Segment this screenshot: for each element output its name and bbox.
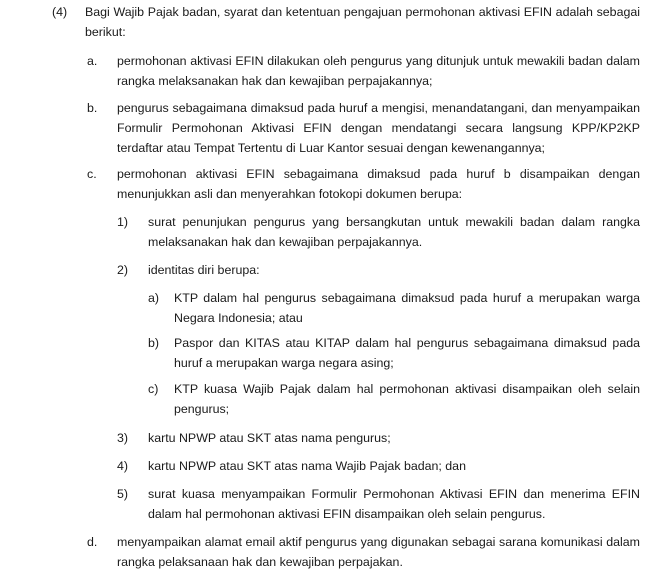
sub-item-text: identitas diri berupa: — [148, 263, 260, 277]
sub-sub-item-marker: a) — [148, 291, 160, 305]
item-text: permohonan aktivasi EFIN dilakukan oleh pengurus yang ditunjuk untuk mewakili badan dalam rangka melaksanakan hak dan kewajiban perpajakannya; — [117, 54, 640, 88]
sub-sub-item-a — [148, 288, 640, 328]
section-intro: Bagi Wajib Pajak badan, syarat dan ketentuan pengajuan permohonan aktivasi EFIN adalah sebagai berikut: — [85, 5, 640, 39]
sub-item-marker: 2) — [117, 263, 129, 277]
list-item-a — [87, 51, 640, 91]
sub-sub-item-text: KTP kuasa Wajib Pajak dalam hal permohonan aktivasi disampaikan oleh selain pengurus; — [174, 382, 640, 416]
sub-sub-item-b — [148, 333, 640, 373]
sub-sub-item-c — [148, 379, 640, 419]
sub-item-marker: 4) — [117, 459, 129, 473]
sub-sub-item-marker: c) — [148, 382, 159, 396]
section-number: (4) — [52, 5, 68, 19]
sub-item-text: surat kuasa menyampaikan Formulir Permohonan Aktivasi EFIN dan menerima EFIN dalam hal permohonan aktivasi EFIN disampaikan oleh selain pengurus. — [148, 487, 640, 521]
sub-item-marker: 3) — [117, 431, 129, 445]
sub-sub-item-marker: b) — [148, 336, 160, 350]
sub-item-5 — [117, 484, 640, 524]
list-item-d — [87, 532, 640, 572]
section-4 — [52, 2, 640, 42]
sub-sub-item-text: Paspor dan KITAS atau KITAP dalam hal pengurus sebagaimana dimaksud pada huruf a merupakan warga negara asing; — [174, 336, 640, 370]
sub-item-marker: 5) — [117, 487, 129, 501]
sub-item-2 — [117, 260, 640, 280]
sub-item-text: kartu NPWP atau SKT atas nama Wajib Pajak badan; dan — [148, 459, 466, 473]
item-text: menyampaikan alamat email aktif pengurus yang digunakan sebagai sarana komunikasi dalam rangka pelaksanaan hak dan kewajiban perpajakan. — [117, 535, 640, 569]
sub-item-text: surat penunjukan pengurus yang bersangkutan untuk mewakili badan dalam rangka melaksanakan hak dan kewajiban perpajakannya. — [148, 215, 640, 249]
item-marker: d. — [87, 535, 98, 549]
item-marker: c. — [87, 167, 97, 181]
sub-item-3 — [117, 428, 640, 448]
sub-item-1 — [117, 212, 640, 252]
list-item-c — [87, 164, 640, 204]
sub-item-4 — [117, 456, 640, 476]
sub-sub-item-text: KTP dalam hal pengurus sebagaimana dimaksud pada huruf a merupakan warga Negara Indonesia; atau — [174, 291, 640, 325]
item-marker: b. — [87, 101, 98, 115]
sub-item-marker: 1) — [117, 215, 129, 229]
item-marker: a. — [87, 54, 98, 68]
list-item-b — [87, 98, 640, 158]
item-text: permohonan aktivasi EFIN sebagaimana dimaksud pada huruf b disampaikan dengan menunjukkan asli dan menyerahkan fotokopi dokumen berupa: — [117, 167, 640, 201]
item-text: pengurus sebagaimana dimaksud pada huruf a mengisi, menandatangani, dan menyampaikan Formulir Permohonan Aktivasi EFIN dengan mendatangi secara langsung KPP/KP2KP terdaftar atau Tempat Tertentu di Luar Kantor sesuai dengan kewenangannya; — [117, 101, 640, 155]
sub-item-text: kartu NPWP atau SKT atas nama pengurus; — [148, 431, 391, 445]
